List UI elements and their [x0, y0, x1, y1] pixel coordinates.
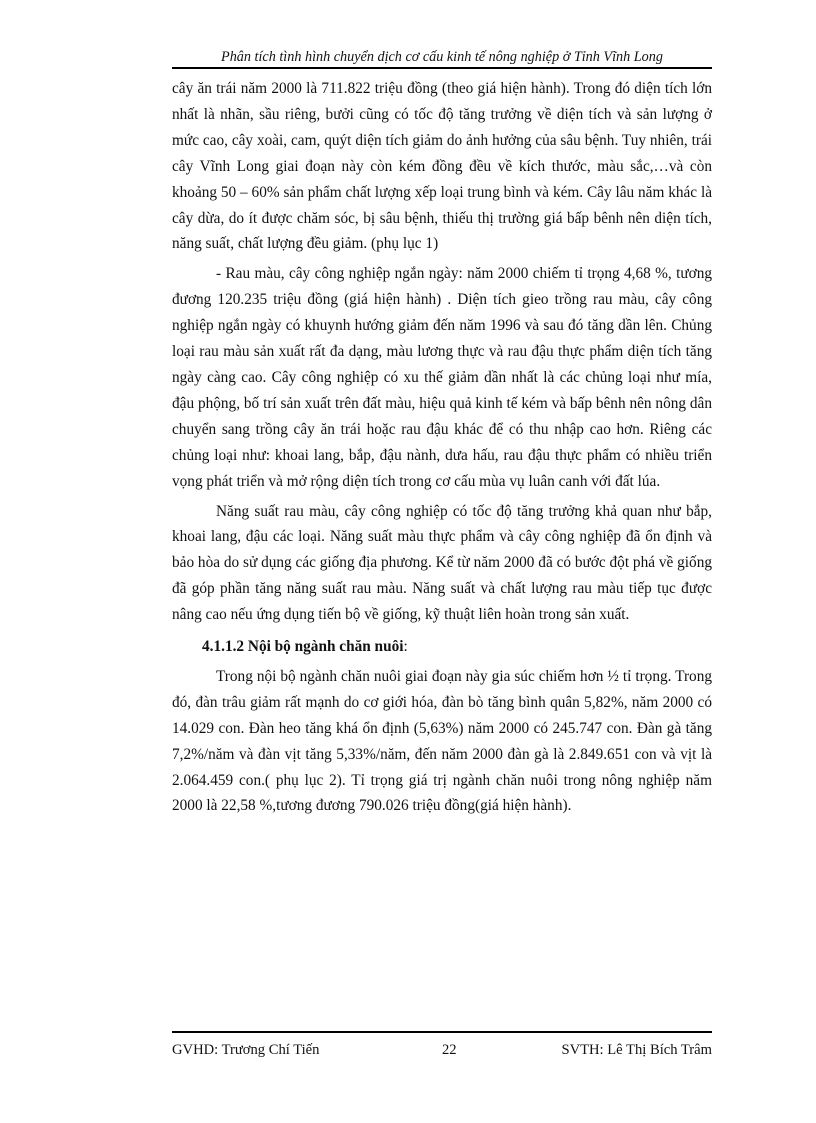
- paragraph-fruit-trees: cây ăn trái năm 2000 là 711.822 triệu đồng (theo giá hiện hành). Trong đó diện tích lớn nhất là nhãn, sầu riêng, bưởi cũng có tốc độ tăng trưởng về diện tích và sản lượng ở mức cao, cây xoài, cam, quýt diện tích giảm do ảnh hưởng của sâu bệnh. Tuy nhiên, trái cây Vĩnh Long giai đoạn này còn kém đồng đều về kích thước, màu sắc,…và còn khoảng 50 – 60% sản phẩm chất lượng xếp loại trung bình và kém. Cây lâu năm khác là cây dừa, do ít được chăm sóc, bị sâu bệnh, thiếu thị trường giá bấp bênh nên diện tích, năng suất, chất lượng đều giảm. (phụ lục 1): [172, 80, 712, 253]
- running-header: Phân tích tình hình chuyển dịch cơ cấu kinh tế nông nghiệp ở Tỉnh Vĩnh Long: [221, 49, 663, 65]
- footer-rule: [172, 1031, 712, 1033]
- document-body: [172, 76, 712, 819]
- footer-student: SVTH: Lê Thị Bích Trâm: [561, 1042, 712, 1058]
- footer-supervisor: GVHD: Trương Chí Tiến: [172, 1042, 320, 1058]
- paragraph-livestock: Trong nội bộ ngành chăn nuôi giai đoạn này gia súc chiếm hơn ½ tỉ trọng. Trong đó, đàn trâu giảm rất mạnh do cơ giới hóa, đàn bò tăng bình quân 5,82%, năm 2000 có 14.029 con. Đàn heo tăng khá ổn định (5,63%) năm 2000 có 245.747 con. Đàn gà tăng 7,2%/năm và đàn vịt tăng 5,33%/năm, đến năm 2000 đàn gà là 2.849.651 con và vịt là 2.064.459 con.( phụ lục 2). Tỉ trọng giá trị ngành chăn nuôi trong nông nghiệp năm 2000 là 22,58 %,tương đương 790.026 triệu đồng(giá hiện hành).: [172, 667, 712, 815]
- paragraph-vegetables: - Rau màu, cây công nghiệp ngắn ngày: năm 2000 chiếm tỉ trọng 4,68 %, tương đương 120.235 triệu đồng (giá hiện hành) . Diện tích gieo trồng rau màu, cây công nghiệp ngắn ngày có khuynh hướng giảm đến năm 1996 và sau đó tăng dần lên. Chủng loại rau màu sản xuất rất đa dạng, màu lương thực và rau đậu thực phẩm diện tích tăng ngày càng cao. Cây công nghiệp có xu thế giảm dần nhất là các chủng loại như mía, đậu phộng, bố trí sản xuất trên đất màu, hiệu quả kinh tế kém và bấp bênh nên nông dân chuyển sang trồng cây ăn trái hoặc rau đậu khác để có thu nhập cao hơn. Riêng các chủng loại như: khoai lang, bắp, đậu nành, dưa hấu, rau đậu thực phẩm có nhiều triển vọng phát triển và mở rộng diện tích trong cơ cấu mùa vụ luân canh với đất lúa.: [172, 265, 712, 490]
- section-heading-text: 4.1.1.2 Nội bộ ngành chăn nuôi: [202, 638, 404, 656]
- page-number: 22: [442, 1042, 457, 1058]
- header-rule: [172, 67, 712, 69]
- paragraph-vegetable-yield: Năng suất rau màu, cây công nghiệp có tốc độ tăng trưởng khả quan như bắp, khoai lang, đậu các loại. Năng suất màu thực phẩm và cây công nghiệp đã ổn định và bảo hòa do sử dụng các giống địa phương. Kể từ năm 2000 đã có bước đột phá về giống đã góp phần tăng năng suất rau màu. Năng suất và chất lượng rau màu tiếp tục được nâng cao nếu ứng dụng tiến bộ về giống, kỹ thuật liên hoàn trong sản xuất.: [172, 502, 712, 624]
- section-heading-colon: :: [403, 638, 408, 656]
- page-footer: [172, 1040, 712, 1060]
- section-heading: [172, 634, 712, 660]
